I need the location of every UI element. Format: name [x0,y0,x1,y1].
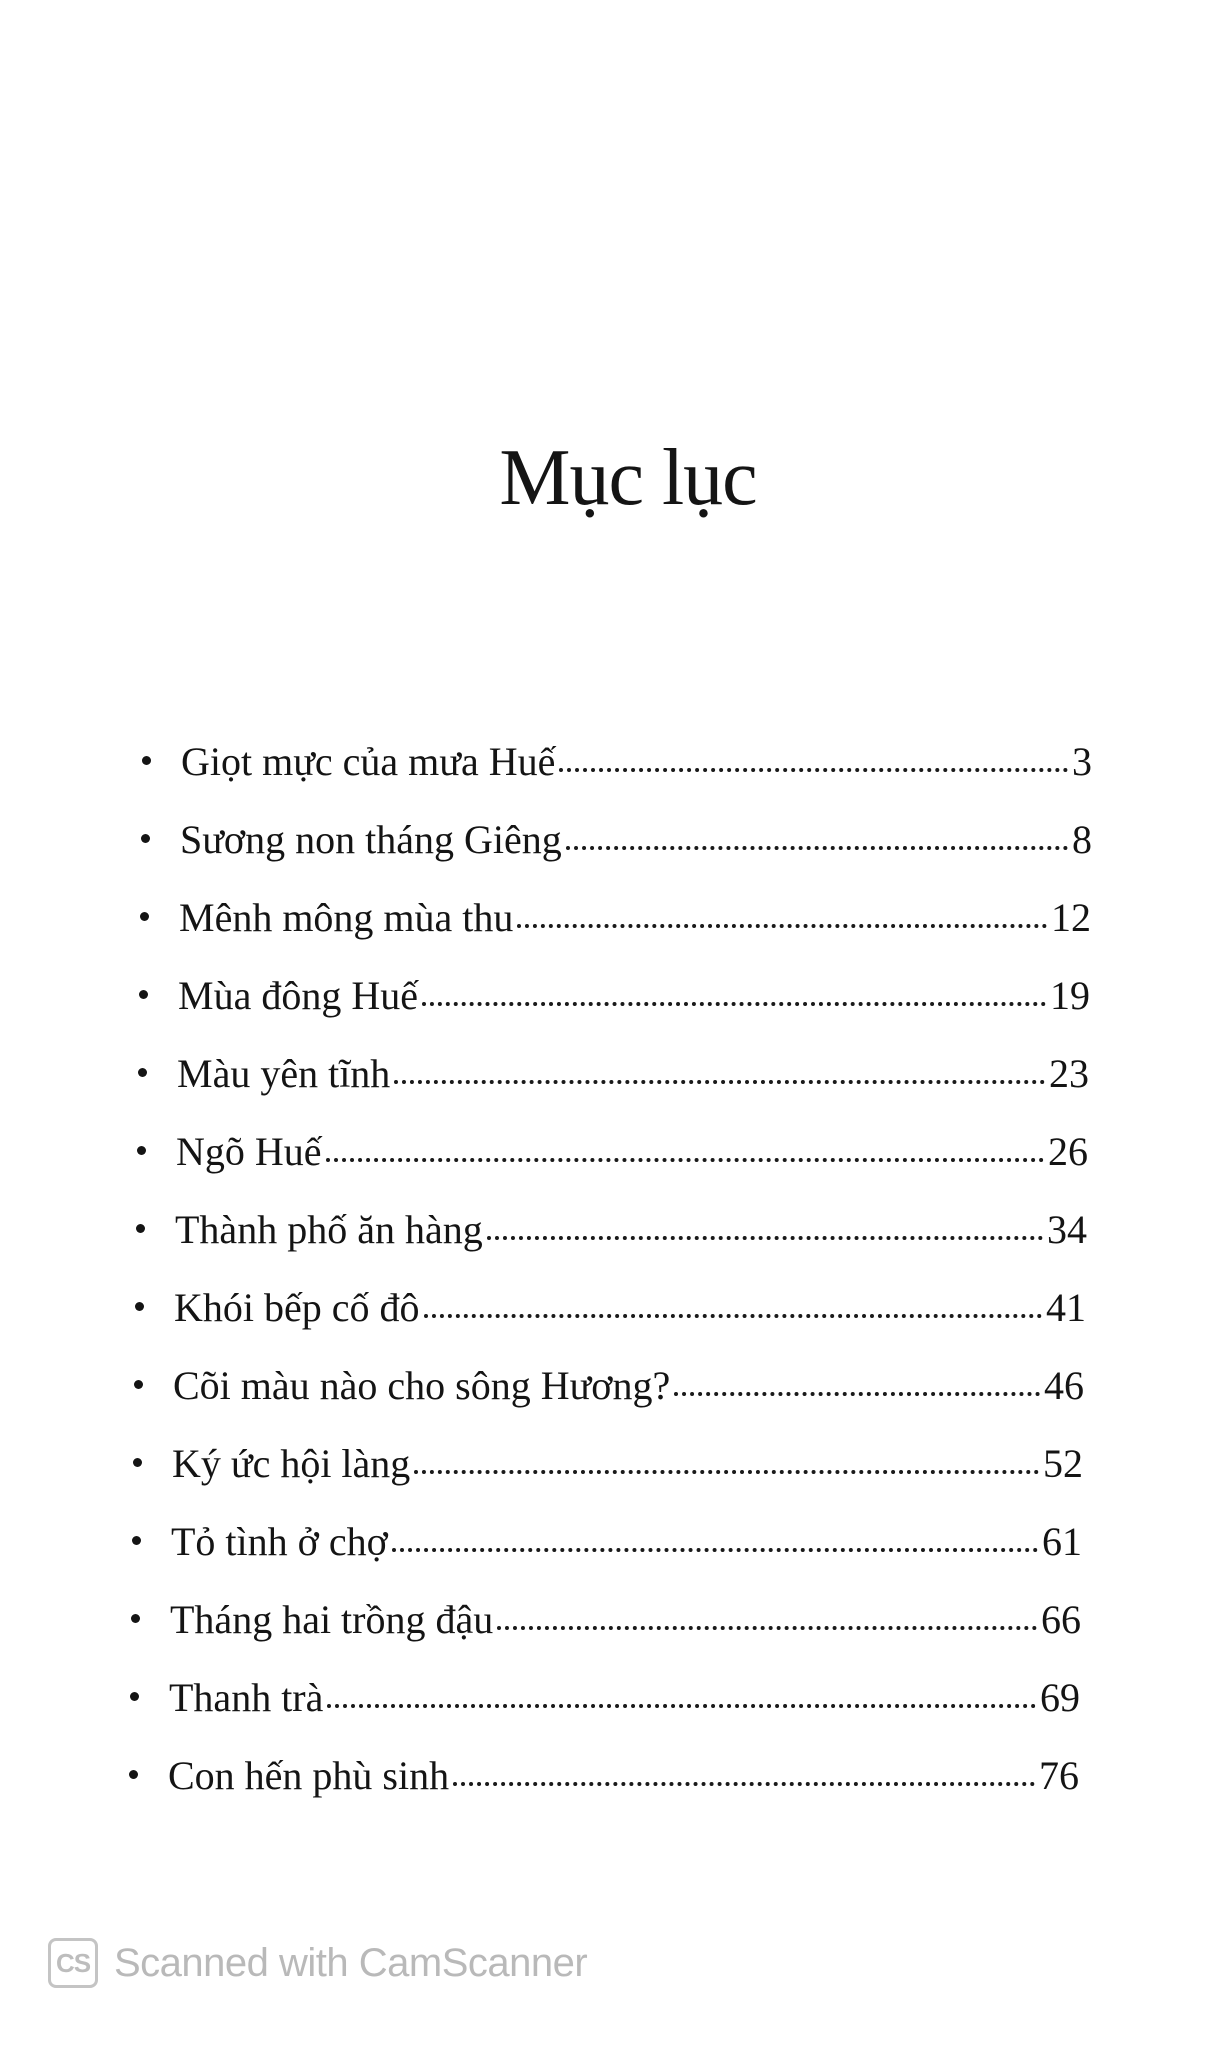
toc-entry-page: 69 [1040,1675,1080,1720]
dot-leader [394,1080,1045,1084]
toc-entry-page: 19 [1050,973,1090,1018]
toc-entry-page: 8 [1072,817,1092,862]
toc-entry-title: Ký ức hội làng [172,1441,411,1486]
toc-entry-title: Màu yên tĩnh [177,1051,391,1096]
toc-entry-14 [129,1753,1079,1804]
dot-leader [517,924,1047,928]
toc-entry-10 [133,1441,1083,1492]
toc-entry-page: 23 [1049,1051,1089,1096]
toc-entry-title: Giọt mực của mưa Huế [181,739,556,784]
dot-leader [414,1470,1039,1474]
dot-leader [559,768,1068,772]
toc-entry-9 [134,1363,1084,1414]
toc-entry-page: 3 [1072,739,1092,784]
toc-entry-title: Tháng hai trồng đậu [170,1597,494,1642]
dot-leader [487,1236,1043,1240]
dot-leader [453,1782,1035,1786]
dot-leader [326,1158,1044,1162]
bullet-icon [133,1458,142,1467]
dot-leader [566,846,1068,850]
toc-entry-page: 26 [1048,1129,1088,1174]
bullet-icon [129,1770,138,1779]
bullet-icon [132,1536,141,1545]
toc-entry-page: 66 [1041,1597,1081,1642]
scanner-watermark [48,1938,587,1988]
bullet-icon [140,912,149,921]
camscanner-logo-icon: CS [48,1938,98,1988]
toc-entry-title: Ngõ Huế [176,1129,322,1174]
toc-entry-8 [135,1285,1086,1336]
toc-entry-5 [138,1051,1089,1102]
toc-entry-page: 76 [1039,1753,1079,1798]
toc-entry-title: Con hến phù sinh [168,1753,450,1798]
bullet-icon [141,834,150,843]
toc-entry-title: Khói bếp cố đô [174,1285,420,1330]
bullet-icon [131,1614,140,1623]
dot-leader [327,1704,1036,1708]
dot-leader [497,1626,1037,1630]
watermark-text: Scanned with CamScanner [114,1940,588,1985]
bullet-icon [130,1692,139,1701]
toc-entry-7 [136,1207,1087,1258]
toc-entry-11 [132,1519,1082,1570]
bullet-icon [137,1146,146,1155]
toc-entry-title: Sương non tháng Giêng [180,817,562,862]
toc-entry-title: Thanh trà [169,1675,324,1720]
dot-leader [674,1392,1040,1396]
toc-entry-2 [141,817,1092,868]
dot-leader [424,1314,1042,1318]
toc-entry-1 [142,739,1092,790]
toc-entry-6 [137,1129,1088,1180]
toc-entry-title: Cõi màu nào cho sông Hương? [173,1363,671,1408]
dot-leader [422,1002,1046,1006]
page-title: Mục lục [499,434,757,522]
dot-leader [392,1548,1038,1552]
toc-entry-3 [140,895,1091,946]
toc-entry-title: Tỏ tình ở chợ [171,1519,388,1564]
toc-entry-12 [131,1597,1081,1648]
toc-entry-page: 12 [1051,895,1091,940]
toc-entry-page: 61 [1042,1519,1082,1564]
bullet-icon [138,1068,147,1077]
toc-entry-13 [130,1675,1080,1726]
toc-entry-title: Mênh mông mùa thu [179,895,514,940]
bullet-icon [136,1224,145,1233]
toc-entry-title: Mùa đông Huế [178,973,418,1018]
bullet-icon [142,756,151,765]
toc-entry-title: Thành phố ăn hàng [175,1207,483,1252]
toc-entry-page: 34 [1047,1207,1087,1252]
toc-entry-page: 46 [1044,1363,1084,1408]
toc-entry-page: 41 [1046,1285,1086,1330]
toc-entry-page: 52 [1043,1441,1083,1486]
bullet-icon [139,990,148,999]
bullet-icon [134,1380,143,1389]
bullet-icon [135,1302,144,1311]
toc-entry-4 [139,973,1090,1024]
